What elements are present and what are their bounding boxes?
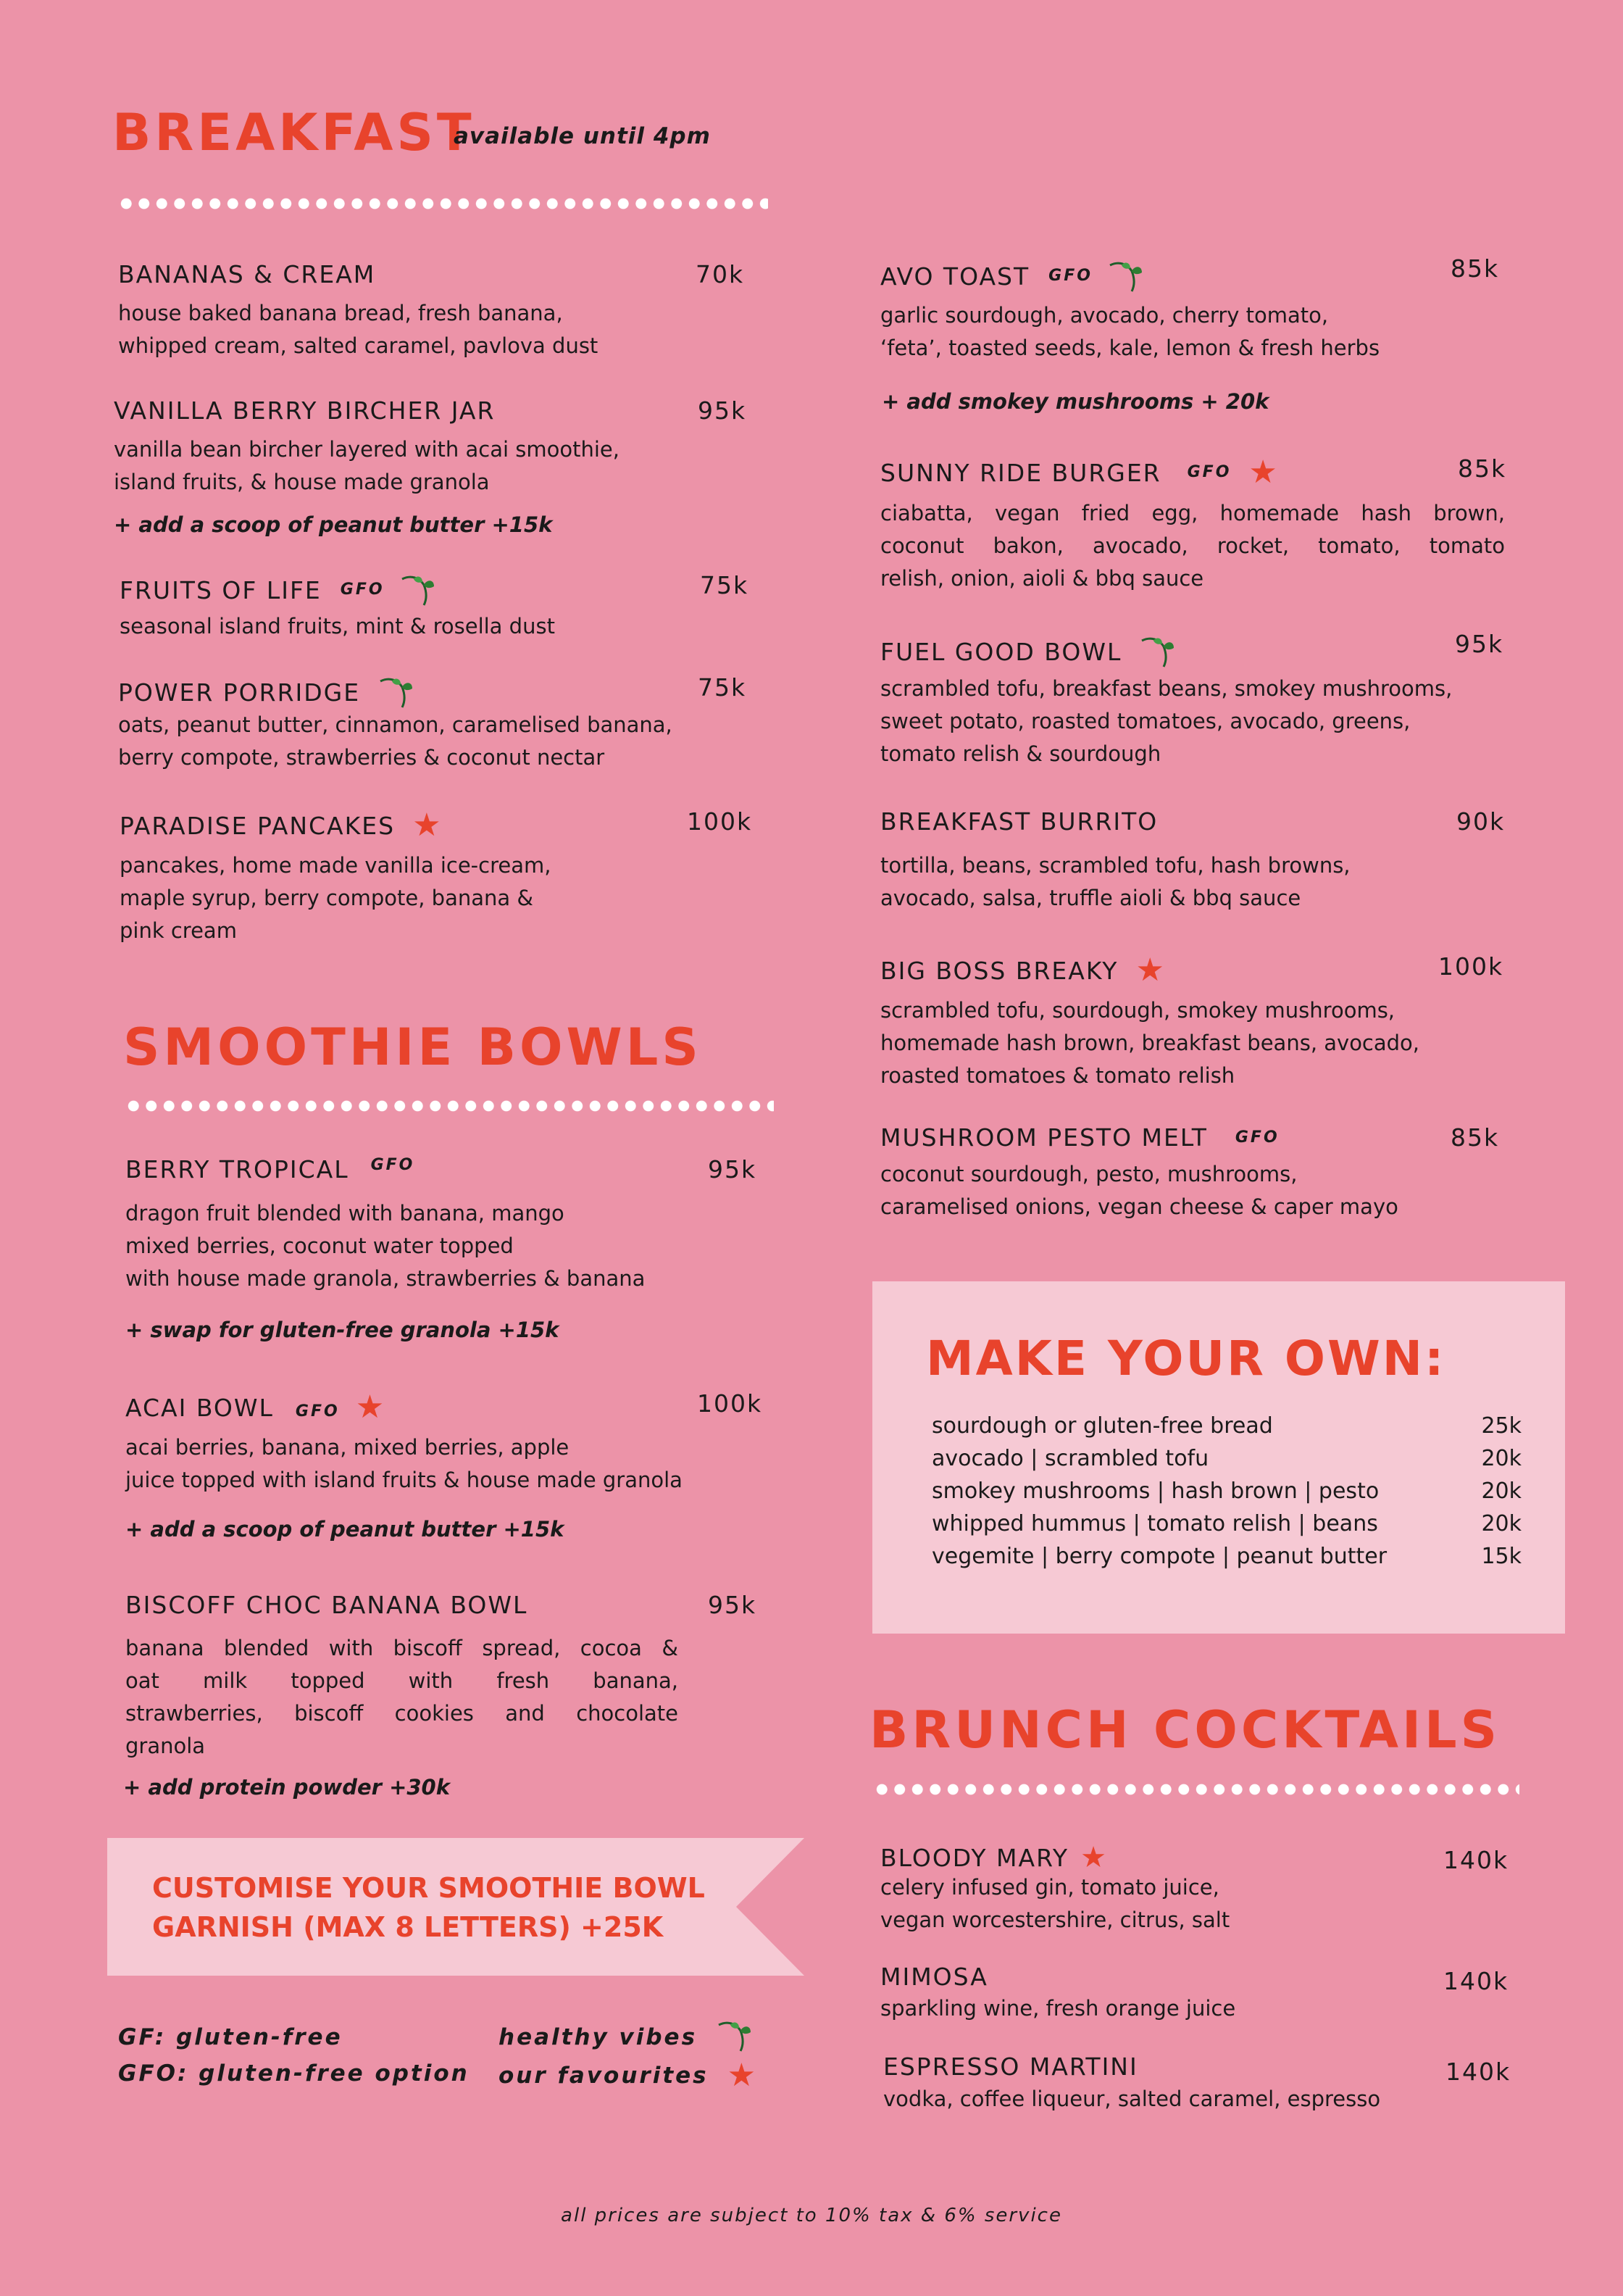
item-avo-toast-desc: garlic sourdough, avocado, cherry tomato, ‘feta’, toasted seeds, kale, lemon & fresh herbs [880,303,1380,360]
item-mimosa-desc: sparkling wine, fresh orange juice [880,1996,1236,2021]
item-fruits-of-life-name: FRUITS OF LIFE GFO [120,573,435,607]
smoothie-divider [125,1100,774,1112]
make-your-own-list [932,1410,1522,1573]
item-berry-tropical-addon: + swap for gluten-free granola +15k [125,1318,559,1342]
item-vanilla-berry-addon: + add a scoop of peanut butter +15k [114,512,553,537]
star-icon: ★ [1248,454,1279,491]
item-acai-bowl-name: ACAI BOWL GFO ★ [125,1389,386,1426]
item-vanilla-berry-name: VANILLA BERRY BIRCHER JAR [114,396,496,425]
item-avo-toast-addon: + add smokey mushrooms + 20k [882,389,1269,414]
legend-gfo: GFO: gluten-free option [118,2060,470,2087]
leaf-icon [1138,635,1175,668]
gfo-badge: GFO [370,1155,415,1174]
gfo-badge: GFO [340,581,385,599]
leaf-icon [376,675,414,709]
list-item: vegemite | berry compote | peanut butter 15k [932,1544,1522,1569]
list-item: avocado | scrambled tofu 20k [932,1446,1522,1471]
item-biscoff-bowl-desc: banana blended with biscoff spread, cocoa & oat milk topped with fresh banana, strawberries, biscoff cookies and chocolate granola [125,1636,678,1758]
item-berry-tropical-price: 95k [708,1155,757,1184]
item-acai-bowl-price: 100k [697,1389,763,1418]
star-icon: ★ [355,1389,386,1426]
item-espresso-martini-price: 140k [1445,2058,1511,2086]
item-power-porridge-price: 75k [698,673,747,702]
item-mushroom-pesto-melt-desc: coconut sourdough, pesto, mushrooms, caramelised onions, vegan cheese & caper mayo [880,1162,1398,1219]
item-vanilla-berry-desc: vanilla bean bircher layered with acai smoothie, island fruits, & house made granola [114,437,619,494]
list-item: sourdough or gluten-free bread 25k [932,1413,1522,1439]
legend-gf: GF: gluten-free [118,2024,343,2050]
customise-banner-text: CUSTOMISE YOUR SMOOTHIE BOWL GARNISH (MAX 8 LETTERS) +25K [152,1872,705,1943]
item-bananas-cream-desc: house baked banana bread, fresh banana, whipped cream, salted caramel, pavlova dust [118,301,598,358]
list-item: whipped hummus | tomato relish | beans 20k [932,1511,1522,1536]
item-acai-bowl-addon: + add a scoop of peanut butter +15k [125,1517,564,1542]
leaf-icon [714,2019,752,2052]
gfo-badge: GFO [295,1402,340,1421]
list-item: smokey mushrooms | hash brown | pesto 20k [932,1478,1522,1504]
star-icon: ★ [412,807,443,844]
smoothie-bowls-title: SMOOTHIE BOWLS [123,1018,702,1077]
item-espresso-martini-desc: vodka, coffee liqueur, salted caramel, espresso [883,2087,1381,2111]
footer-note: all prices are subject to 10% tax & 6% service [561,2205,1062,2226]
item-bloody-mary-price: 140k [1443,1846,1509,1874]
gfo-badge: GFO [1187,463,1232,481]
item-berry-tropical-desc: dragon fruit blended with banana, mango mixed berries, coconut water topped with house made granola, strawberries & banana [125,1201,646,1291]
item-bananas-cream-name: BANANAS & CREAM [118,260,376,288]
item-fuel-good-bowl-name: FUEL GOOD BOWL [880,635,1175,668]
cocktails-divider [873,1784,1519,1795]
item-bananas-cream-price: 70k [696,260,745,288]
item-biscoff-bowl-addon: + add protein powder +30k [123,1775,451,1800]
item-sunny-ride-burger-price: 85k [1458,454,1507,483]
item-berry-tropical-name: BERRY TROPICAL GFO [125,1155,415,1184]
star-icon: ★ [727,2057,759,2094]
legend-healthy: healthy vibes [498,2022,752,2052]
item-avo-toast-name: AVO TOAST GFO [880,259,1143,293]
item-mimosa-price: 140k [1443,1967,1509,1995]
item-mushroom-pesto-melt-price: 85k [1451,1123,1500,1152]
item-fruits-of-life-desc: seasonal island fruits, mint & rosella dust [120,614,555,639]
gfo-badge: GFO [1235,1128,1280,1147]
item-paradise-pancakes-name: PARADISE PANCAKES ★ [120,807,443,844]
leaf-icon [398,573,435,607]
item-power-porridge-name: POWER PORRIDGE [118,675,414,709]
item-fuel-good-bowl-desc: scrambled tofu, breakfast beans, smokey mushrooms, sweet potato, roasted tomatoes, avocado, greens, tomato relish & sourdough [880,676,1453,766]
star-icon: ★ [1080,1841,1108,1874]
item-fruits-of-life-price: 75k [700,571,749,599]
item-bloody-mary-desc: celery infused gin, tomato juice, vegan worcestershire, citrus, salt [880,1875,1230,1932]
gfo-badge: GFO [1048,267,1093,285]
star-icon: ★ [1135,952,1166,989]
item-mushroom-pesto-melt-name: MUSHROOM PESTO MELT GFO [880,1123,1280,1152]
item-power-porridge-desc: oats, peanut butter, cinnamon, caramelised banana, berry compote, strawberries & coconut nectar [118,712,672,770]
leaf-icon [1106,259,1143,293]
item-breakfast-burrito-name: BREAKFAST BURRITO [880,807,1159,836]
item-biscoff-bowl-price: 95k [708,1591,757,1619]
item-sunny-ride-burger-name: SUNNY RIDE BURGER GFO ★ [880,454,1279,491]
brunch-cocktails-title: BRUNCH COCKTAILS [869,1700,1501,1760]
legend-favourites: our favourites ★ [498,2057,759,2094]
item-fuel-good-bowl-price: 95k [1455,630,1504,658]
make-your-own-title: MAKE YOUR OWN: [926,1331,1446,1386]
item-acai-bowl-desc: acai berries, banana, mixed berries, apple juice topped with island fruits & house made granola [125,1435,683,1492]
item-vanilla-berry-price: 95k [698,396,747,425]
breakfast-availability: available until 4pm [454,123,711,149]
item-paradise-pancakes-desc: pancakes, home made vanilla ice-cream, maple syrup, berry compote, banana & pink cream [120,853,551,943]
item-mimosa-name: MIMOSA [880,1963,988,1991]
item-biscoff-bowl-name: BISCOFF CHOC BANANA BOWL [125,1591,528,1619]
item-paradise-pancakes-price: 100k [687,807,753,836]
item-sunny-ride-burger-desc: ciabatta, vegan fried egg, homemade hash brown, coconut bakon, avocado, rocket, tomato, tomato relish, onion, aioli & bbq sauce [880,501,1505,591]
breakfast-title: BREAKFAST [112,103,475,162]
item-big-boss-breaky-name: BIG BOSS BREAKY ★ [880,952,1166,989]
item-big-boss-breaky-price: 100k [1438,952,1504,981]
item-bloody-mary-name: BLOODY MARY ★ [880,1841,1108,1874]
item-espresso-martini-name: ESPRESSO MARTINI [883,2052,1138,2081]
item-breakfast-burrito-desc: tortilla, beans, scrambled tofu, hash browns, avocado, salsa, truffle aioli & bbq sauce [880,853,1351,910]
item-avo-toast-price: 85k [1451,254,1500,283]
item-big-boss-breaky-desc: scrambled tofu, sourdough, smokey mushrooms, homemade hash brown, breakfast beans, avocado, roasted tomatoes & tomato relish [880,998,1420,1088]
item-breakfast-burrito-price: 90k [1456,807,1506,836]
breakfast-divider [117,198,768,209]
